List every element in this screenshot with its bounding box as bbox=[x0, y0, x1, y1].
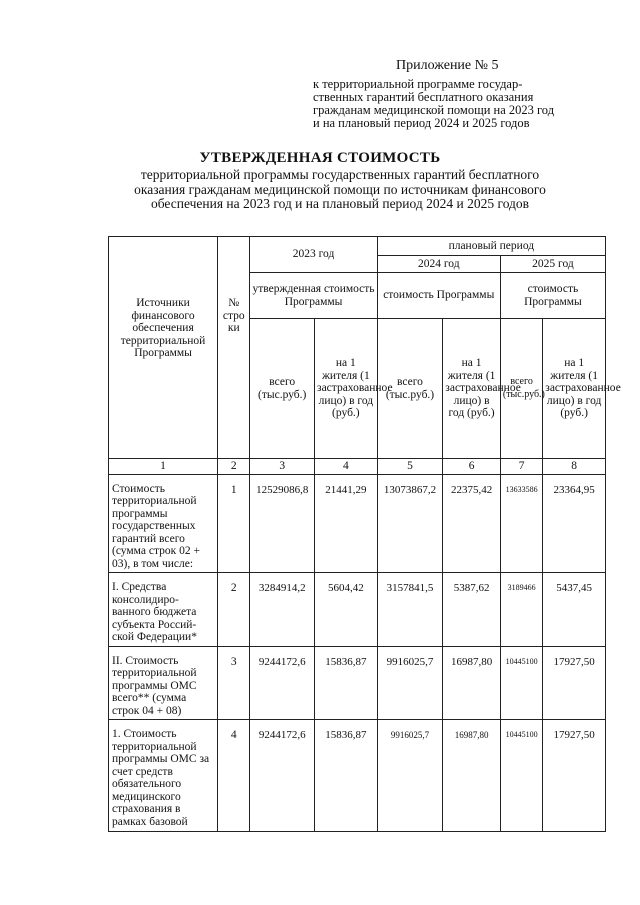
table-row bbox=[109, 646, 606, 720]
cell-per-resident-2023: 5604,42 bbox=[315, 573, 378, 647]
row-source: Стоимость территориальной программы государственных гарантий всего (сумма строк 02 + 03), в том числе: bbox=[109, 474, 218, 573]
header-per-resident-2024: на 1 жителя (1 застрахованное лицо) в год (руб.) bbox=[443, 319, 501, 459]
index-cell: 2 bbox=[218, 459, 250, 475]
header-approved-cost: утвержденная стоимость Программы bbox=[250, 273, 377, 319]
row-source: II. Стоимость территориальной программы ОМС всего** (сумма строк 04 + 08) bbox=[109, 646, 218, 720]
header-per-resident-2025: на 1 жителя (1 застрахованное лицо) в год (руб.) bbox=[543, 319, 606, 459]
index-cell: 5 bbox=[377, 459, 443, 475]
row-source: I. Средства консолидиро-ванного бюджета субъекта Россий-ской Федерации* bbox=[109, 573, 218, 647]
cell-per-resident-2025: 17927,50 bbox=[543, 720, 606, 832]
header-total-2025: всего (тыс.руб.) bbox=[500, 319, 542, 459]
cell-per-resident-2025: 5437,45 bbox=[543, 573, 606, 647]
subtitle-line: и на плановый период 2024 и 2025 годов bbox=[313, 116, 530, 130]
subtitle-line: к территориальной программе государ- bbox=[313, 77, 523, 91]
appendix-subtitle bbox=[313, 78, 583, 130]
cell-per-resident-2024: 22375,42 bbox=[443, 474, 501, 573]
header-total-2023: всего (тыс.руб.) bbox=[250, 319, 315, 459]
header-source: Источники финансового обеспечения территориальной Программы bbox=[109, 237, 218, 459]
index-cell: 8 bbox=[543, 459, 606, 475]
index-cell: 1 bbox=[109, 459, 218, 475]
document-title: УТВЕРЖДЕННАЯ СТОИМОСТЬ bbox=[199, 150, 441, 166]
header-year-2025: 2025 год bbox=[500, 256, 605, 273]
subtitle-line: гражданам медицинской помощи на 2023 год bbox=[313, 103, 555, 117]
table-row bbox=[109, 573, 606, 647]
cell-total-2024: 9916025,7 bbox=[377, 720, 443, 832]
header-cost-2024: стоимость Программы bbox=[377, 273, 500, 319]
row-number: 4 bbox=[218, 720, 250, 832]
cell-per-resident-2023: 15836,87 bbox=[315, 646, 378, 720]
cell-total-2023: 9244172,6 bbox=[250, 720, 315, 832]
index-cell: 6 bbox=[443, 459, 501, 475]
index-row bbox=[109, 459, 606, 475]
cell-total-2025: 13633586 bbox=[500, 474, 542, 573]
header-cost-2025: стоимость Программы bbox=[500, 273, 605, 319]
document-description bbox=[110, 168, 570, 212]
index-cell: 7 bbox=[500, 459, 542, 475]
header-per-resident-2023: на 1 жителя (1 застрахованное лицо) в год (руб.) bbox=[315, 319, 378, 459]
cell-per-resident-2023: 15836,87 bbox=[315, 720, 378, 832]
subtitle-line: ственных гарантий бесплатного оказания bbox=[313, 90, 534, 104]
cell-total-2023: 12529086,8 bbox=[250, 474, 315, 573]
cell-per-resident-2023: 21441,29 bbox=[315, 474, 378, 573]
index-cell: 3 bbox=[250, 459, 315, 475]
description-line: оказания гражданам медицинской помощи по источникам финансового bbox=[134, 181, 546, 197]
description-line: обеспечения на 2023 год и на плановый период 2024 и 2025 годов bbox=[150, 196, 530, 211]
cell-per-resident-2024: 5387,62 bbox=[443, 573, 501, 647]
header-year-2024: 2024 год bbox=[377, 256, 500, 273]
header-planned-period: плановый период bbox=[377, 237, 605, 256]
cell-total-2023: 3284914,2 bbox=[250, 573, 315, 647]
header-row-number: № стро ки bbox=[218, 237, 250, 459]
table-row bbox=[109, 720, 606, 832]
description-line: территориальной программы государственных гарантий бесплатного bbox=[140, 167, 540, 182]
cell-per-resident-2025: 17927,50 bbox=[543, 646, 606, 720]
cell-total-2025: 3189466 bbox=[500, 573, 542, 647]
cell-per-resident-2024: 16987,80 bbox=[443, 646, 501, 720]
index-cell: 4 bbox=[315, 459, 378, 475]
header-total-2024: всего (тыс.руб.) bbox=[377, 319, 443, 459]
cell-total-2025: 10445100 bbox=[500, 720, 542, 832]
cell-total-2024: 3157841,5 bbox=[377, 573, 443, 647]
cell-total-2025: 10445100 bbox=[500, 646, 542, 720]
header-year-2023: 2023 год bbox=[250, 237, 377, 273]
row-number: 3 bbox=[218, 646, 250, 720]
cell-total-2023: 9244172,6 bbox=[250, 646, 315, 720]
row-number: 2 bbox=[218, 573, 250, 647]
cost-table bbox=[108, 236, 621, 832]
appendix-number: Приложение № 5 bbox=[396, 58, 499, 73]
table-row bbox=[109, 474, 606, 573]
cell-total-2024: 9916025,7 bbox=[377, 646, 443, 720]
row-source: 1. Стоимость территориальной программы ОМС за счет средств обязательного медицинского страхования в рамках базовой bbox=[109, 720, 218, 832]
cell-total-2024: 13073867,2 bbox=[377, 474, 443, 573]
row-number: 1 bbox=[218, 474, 250, 573]
cell-per-resident-2024: 16987,80 bbox=[443, 720, 501, 832]
cell-per-resident-2025: 23364,95 bbox=[543, 474, 606, 573]
